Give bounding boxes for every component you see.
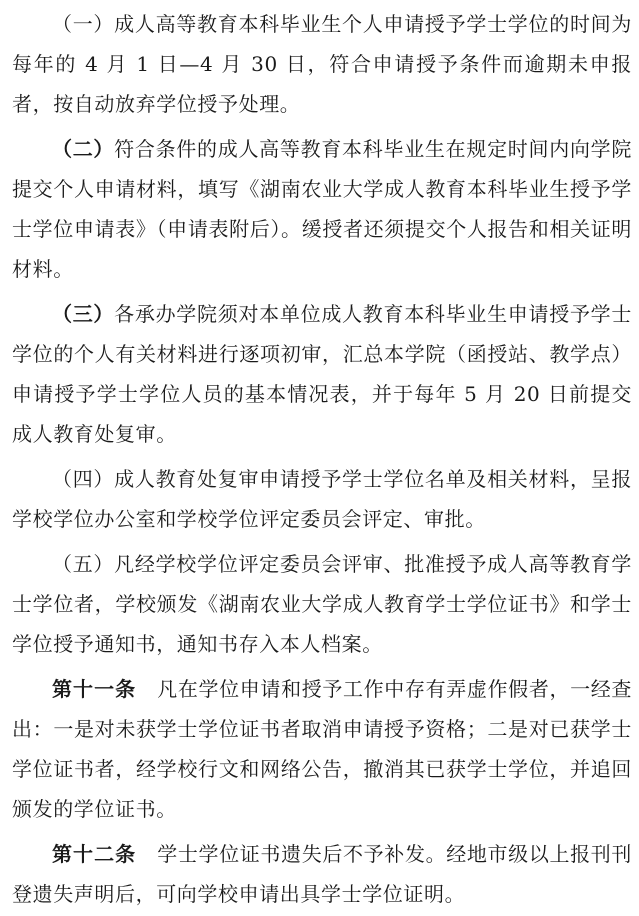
article-text: 凡在学位申请和授予工作中存有弄虚作假者，一经查出：一是对未获学士学位证书者取消申请授予资格；二是对已获学士学位证书者，经学校行文和网络公告，撤消其已获学士学位，并追回颁发的学位证书。 <box>12 677 632 821</box>
article-11 <box>12 669 632 829</box>
document-page <box>12 4 632 914</box>
clause-paragraph-1 <box>12 4 632 124</box>
clause-text: 各承办学院须对本单位成人教育本科毕业生申请授予学士学位的个人有关材料进行逐项初审，汇总本学院（函授站、教学点）申请授予学士学位人员的基本情况表，并于每年 5 月 20 日前提交成人教育处复审。 <box>12 302 632 446</box>
article-title: 第十二条 <box>52 842 137 866</box>
clause-number: （四） <box>52 467 115 491</box>
clause-number: （一） <box>52 12 115 36</box>
article-text: 学士学位证书遗失后不予补发。经地市级以上报刊刊登遗失声明后，可向学校申请出具学士学位证明。 <box>12 842 632 906</box>
clause-text: 符合条件的成人高等教育本科毕业生在规定时间内向学院提交个人申请材料，填写《湖南农业大学成人教育本科毕业生授予学士学位申请表》（申请表附后）。缓授者还须提交个人报告和相关证明材料。 <box>12 137 632 281</box>
clause-number: （三） <box>52 302 115 326</box>
clause-text: 成人教育处复审申请授予学士学位名单及相关材料，呈报学校学位办公室和学校学位评定委员会评定、审批。 <box>12 467 632 531</box>
clause-paragraph-4 <box>12 459 632 539</box>
article-12 <box>12 834 632 914</box>
clause-number: （二） <box>52 137 115 161</box>
clause-paragraph-5 <box>12 544 632 664</box>
clause-number: （五） <box>52 552 115 576</box>
clause-paragraph-2 <box>12 129 632 289</box>
article-title: 第十一条 <box>52 677 137 701</box>
clause-paragraph-3 <box>12 294 632 454</box>
clause-text: 成人高等教育本科毕业生个人申请授予学士学位的时间为每年的 4 月 1 日—4 月 30 日，符合申请授予条件而逾期未申报者，按自动放弃学位授予处理。 <box>12 12 632 116</box>
clause-text: 凡经学校学位评定委员会评审、批准授予成人高等教育学士学位者，学校颁发《湖南农业大学成人教育学士学位证书》和学士学位授予通知书，通知书存入本人档案。 <box>12 552 632 656</box>
